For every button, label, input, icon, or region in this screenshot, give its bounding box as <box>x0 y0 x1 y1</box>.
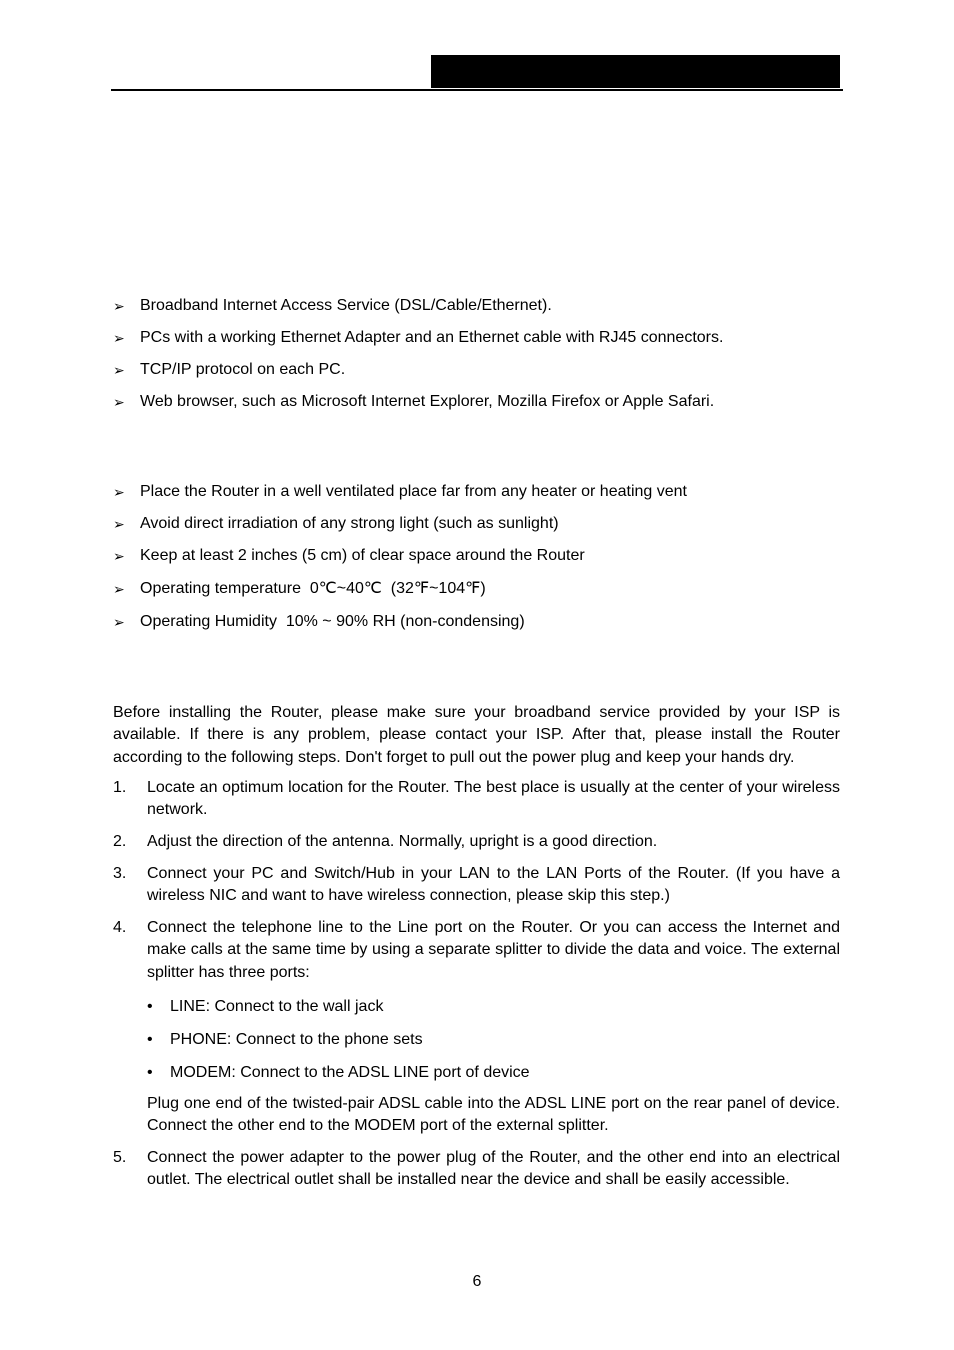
arrow-bullet-icon: ➢ <box>113 614 125 630</box>
step-number: 1. <box>113 779 127 796</box>
header-rule <box>111 89 843 91</box>
step-text: Connect the telephone line to the Line port on the Router. Or you can access the Internet and make calls at the same time by using a separate splitter to divide the data and voice. The external splitter has three ports: <box>147 919 840 981</box>
dot-bullet-icon: • <box>147 1064 153 1081</box>
header-bar <box>431 55 840 88</box>
step-text: Connect your PC and Switch/Hub in your LAN to the LAN Ports of the Router. (If you have a wireless NIC and want to have wireless connection, please skip this step.) <box>147 865 840 905</box>
step-number: 2. <box>113 833 127 850</box>
arrow-bullet-icon: ➢ <box>113 548 125 564</box>
step-number: 3. <box>113 865 127 882</box>
step-number: 4. <box>113 919 127 936</box>
arrow-bullet-icon: ➢ <box>113 581 125 597</box>
step-number: 5. <box>113 1149 127 1166</box>
dot-bullet-icon: • <box>147 1031 153 1048</box>
step-text: Adjust the direction of the antenna. Normally, upright is a good direction. <box>147 833 658 850</box>
step4-followup: Plug one end of the twisted-pair ADSL cable into the ADSL LINE port on the rear panel of device. Connect the other end to the MODEM port of the external splitter. <box>147 1095 840 1135</box>
arrow-bullet-icon: ➢ <box>113 362 125 378</box>
arrow-bullet-icon: ➢ <box>113 484 125 500</box>
arrow-bullet-icon: ➢ <box>113 516 125 532</box>
arrow-bullet-icon: ➢ <box>113 330 125 346</box>
arrow-bullet-icon: ➢ <box>113 298 125 314</box>
arrow-bullet-icon: ➢ <box>113 394 125 410</box>
intro-paragraph: Before installing the Router, please make sure your broadband service provided by your ISP is available. If there is any problem, please contact your ISP. After that, please install the Router according to the following steps. Don't forget to pull out the power plug and keep your hands dry. <box>113 704 840 766</box>
dot-bullet-icon: • <box>147 998 153 1015</box>
page-number: 6 <box>472 1273 482 1290</box>
step-text: Locate an optimum location for the Router. The best place is usually at the center of your wireless network. <box>147 779 840 819</box>
step-text: Connect the power adapter to the power plug of the Router, and the other end into an electrical outlet. The electrical outlet shall be installed near the device and shall be easily accessible. <box>147 1149 840 1189</box>
